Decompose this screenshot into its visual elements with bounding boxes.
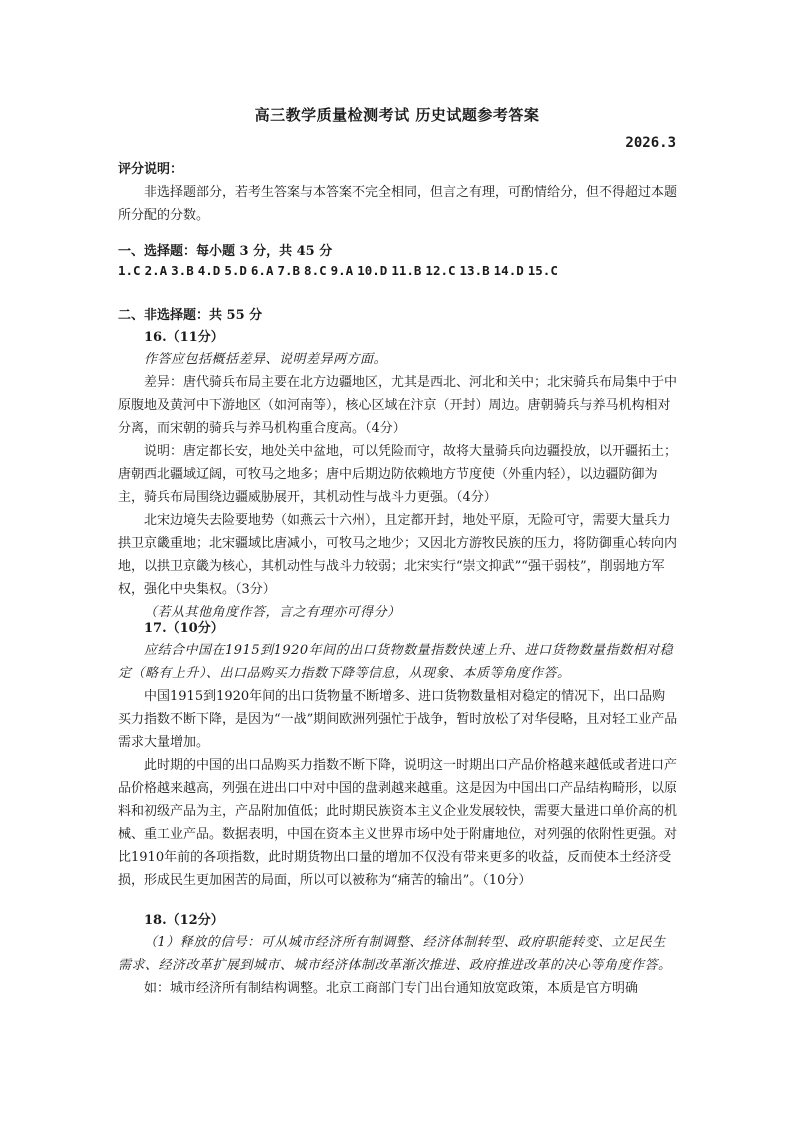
document-title: 高三教学质量检测考试 历史试题参考答案 [254, 106, 540, 124]
answer-item: 8.C [304, 263, 327, 278]
grading-note [118, 158, 678, 227]
q18-body [118, 931, 678, 1000]
answer-key-row [118, 263, 678, 278]
answer-item: 3.B [171, 263, 194, 278]
answer-item: 1.C [118, 263, 141, 278]
q16-paragraph-1: 差异：唐代骑兵布局主要在北方边疆地区，尤其是西北、河北和关中；北宋骑兵布局集中于中原腹地及黄河中下游地区（如河南等），核心区域在汴京（开封）周边。唐朝骑兵与养马机构相对分离，而宋朝的骑兵与养马机构重合度高。（4分） [118, 375, 678, 436]
answer-item: 6.A [250, 263, 274, 278]
q18-instruction: （1）释放的信号：可从城市经济所有制调整、经济体制转型、政府职能转变、立足民生需求、经济改革扩展到城市、城市经济体制改革渐次推进、政府推进改革的决心等角度作答。 [118, 935, 672, 973]
answer-item: 5.D [224, 263, 247, 278]
q17-body [118, 639, 678, 892]
grading-note-text: 非选择题部分，若考生答案与本答案不完全相同，但言之有理，可酌情给分，但不得超过本题所分配的分数。 [118, 185, 678, 223]
answer-item: 10.D [357, 263, 388, 278]
answer-item: 2.A [144, 263, 168, 278]
answer-item: 7.B [277, 263, 301, 278]
q18-paragraph-1: 如：城市经济所有制结构调整。北京工商部门专门出台通知放宽政策，本质是官方明确 [144, 981, 639, 996]
answer-item: 11.B [391, 263, 422, 278]
answer-item: 13.B [459, 263, 490, 278]
answer-item: 12.C [425, 263, 456, 278]
q17-heading: 17.（10分） [144, 621, 224, 636]
q16-paragraph-3: 北宋边境失去险要地势（如燕云十六州），且定都开封，地处平原，无险可守，需要大量兵力拱卫京畿重地；北宋疆域比唐减小，可牧马之地少；又因北方游牧民族的压力，将防御重心转向内地，以拱卫京畿为核心，其机动性与战斗力较弱；北宋实行“崇文抑武”“强干弱枝”，削弱地方军权，强化中央集权。（3分） [118, 513, 678, 597]
q17-paragraph-1: 中国1915到1920年间的出口货物量不断增多、进口货物数量相对稳定的情况下，出口品购买力指数不断下降，是因为“一战”期间欧洲列强忙于战争，暂时放松了对华侵略，且对轻工业产品需求大量增加。 [118, 689, 678, 750]
section1-heading: 一、选择题：每小题 3 分，共 45 分 [118, 244, 333, 259]
q16-note: （若从其他角度作答，言之有理亦可得分） [144, 605, 401, 620]
q17-paragraph-2: 此时期的中国的出口品购买力指数不断下降，说明这一时期出口产品价格越来越低或者进口产品价格越来越高，列强在进出口中对中国的盘剥越来越重。这是因为中国出口产品结构畸形，以原料和初级产品为主，产品附加值低；此时期民族资本主义企业发展较快，需要大量进口单价高的机械、重工业产品。数据表明，中国在资本主义世界市场中处于附庸地位，对列强的依附性更强。对比1910年前的各项指数，此时期货物出口量的增加不仅没有带来更多的收益，反而使本土经济受损，形成民生更加困苦的局面，所以可以被称为“痛苦的输出”。（10分） [118, 758, 678, 888]
q16-heading: 16.（11分） [144, 330, 224, 345]
q16-body [118, 348, 678, 624]
answer-item: 4.D [197, 263, 221, 278]
answer-item: 14.D [493, 263, 524, 278]
q18-heading: 18.（12分） [144, 913, 224, 928]
document-date: 2026.3 [625, 135, 676, 151]
answer-item: 9.A [330, 263, 354, 278]
q17-instruction: 应结合中国在1915到1920年间的出口货物数量指数快速上升、进口货物数量指数相对稳定（略有上升）、出口品购买力指数下降等信息，从现象、本质等角度作答。 [118, 643, 674, 681]
q16-paragraph-2: 说明：唐定都长安，地处关中盆地，可以凭险而守，故将大量骑兵向边疆投放，以开疆拓土；唐朝西北疆域辽阔，可牧马之地多；唐中后期边防依赖地方节度使（外重内轻），以边疆防御为主，骑兵布局围绕边疆威胁展开，其机动性与战斗力更强。（4分） [118, 444, 678, 505]
q16-instruction: 作答应包括概括差异、说明差异两方面。 [144, 352, 388, 367]
answer-item: 15.C [527, 263, 558, 278]
grading-note-heading: 评分说明： [118, 162, 184, 177]
section2-heading: 二、非选择题：共 55 分 [118, 308, 263, 323]
